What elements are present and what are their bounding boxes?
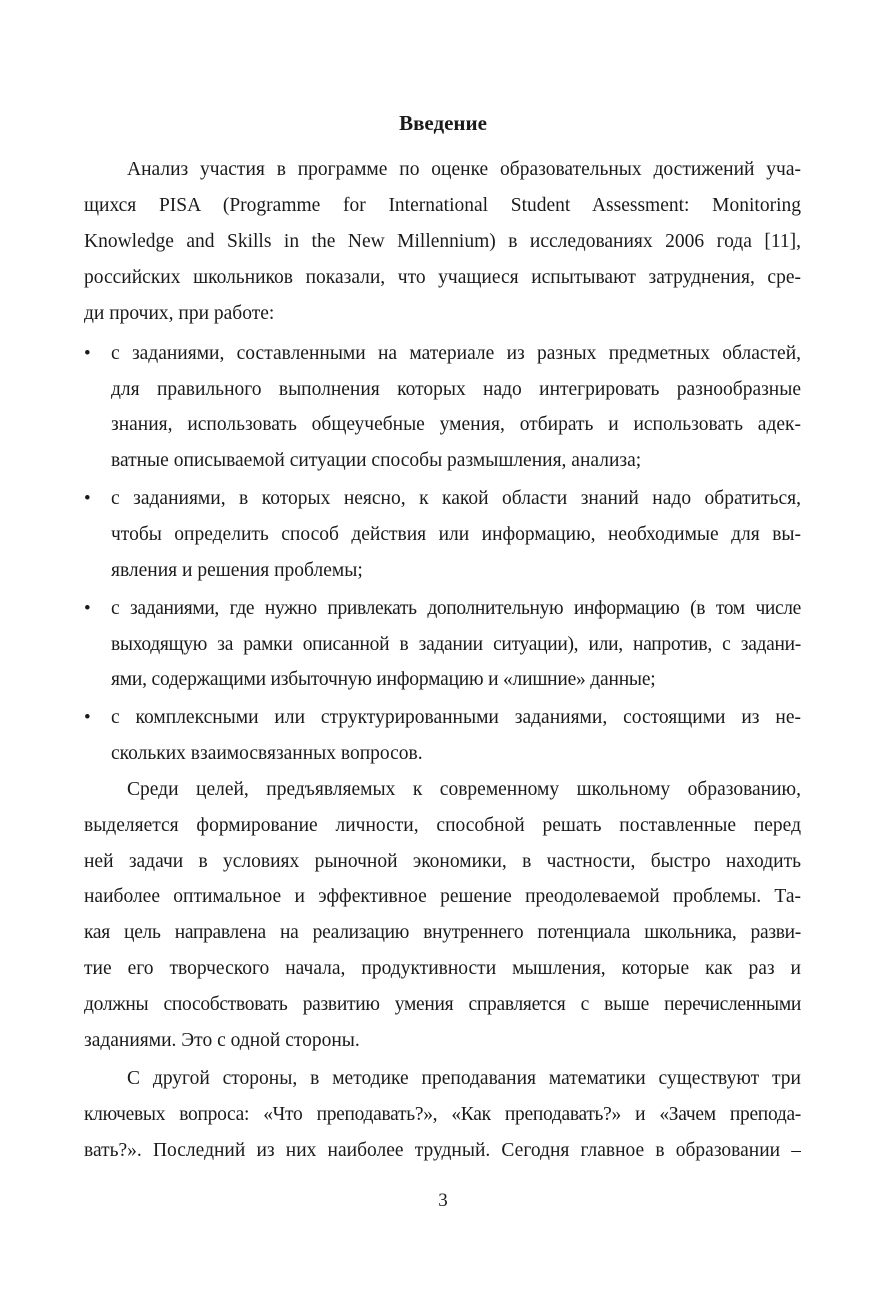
text-line: явления и решения проблемы;: [111, 560, 363, 581]
text-line: ватные описываемой ситуации способы размышления, анализа;: [111, 450, 642, 471]
text-line: ями, содержащими избыточную информацию и «лишние» данные;: [111, 669, 656, 690]
text-line: С другой стороны, в методике преподавания математики существуют три: [127, 1068, 801, 1089]
text-line: наиболее оптимальное и эффективное решение преодолеваемой проблемы. Та-: [84, 886, 801, 907]
page-number: 3: [438, 1190, 448, 1211]
text-line: тие его творческого начала, продуктивности мышления, которые как раз и: [84, 958, 801, 979]
text-line: Knowledge and Skills in the New Millennium) в исследованиях 2006 года [11],: [84, 231, 801, 252]
text-line: заданиями. Это с одной стороны.: [84, 1030, 360, 1051]
text-line: • с заданиями, в которых неясно, к какой области знаний надо обратиться,: [0, 484, 886, 514]
text-line: ней задачи в условиях рыночной экономики, в частности, быстро находить: [84, 851, 801, 872]
text-line: Анализ участия в программе по оценке образовательных достижений уча-: [127, 159, 801, 180]
text-line: ключевых вопроса: «Что преподавать?», «Как преподавать?» и «Зачем препода-: [84, 1104, 801, 1125]
bullet-icon: •: [84, 488, 91, 509]
text-line: • с комплексными или структурированными заданиями, состоящими из не-: [0, 703, 886, 733]
text-line: вать?». Последний из них наиболее трудный. Сегодня главное в образовании –: [84, 1140, 801, 1161]
text-line: выделяется формирование личности, способной решать поставленные перед: [84, 815, 801, 836]
text-line: знания, использовать общеучебные умения, отбирать и использовать адек-: [111, 414, 801, 435]
bullet-icon: •: [84, 707, 91, 728]
text-line: • с заданиями, составленными на материале из разных предметных областей,: [0, 339, 886, 369]
text-line: Среди целей, предъявляемых к современному школьному образованию,: [127, 779, 801, 800]
page-title: Введение: [399, 111, 487, 135]
text-line: щихся PISA (Programme for International Student Assessment: Monitoring: [84, 195, 801, 216]
text-line: ди прочих, при работе:: [84, 303, 275, 324]
text-line: скольких взаимосвязанных вопросов.: [111, 743, 423, 764]
text-line: российских школьников показали, что учащиеся испытывают затруднения, сре-: [84, 267, 801, 288]
text-line: чтобы определить способ действия или информацию, необходимые для вы-: [111, 524, 801, 545]
text-line: должны способствовать развитию умения справляется с выше перечисленными: [84, 994, 801, 1015]
bullet-icon: •: [84, 598, 91, 619]
text-line: кая цель направлена на реализацию внутреннего потенциала школьника, разви-: [84, 922, 801, 943]
bullet-icon: •: [84, 343, 91, 364]
text-line: • с заданиями, где нужно привлекать дополнительную информацию (в том числе: [0, 594, 886, 624]
text-line: выходящую за рамки описанной в задании ситуации), или, напротив, с задани-: [111, 634, 801, 655]
text-line: для правильного выполнения которых надо интегрировать разнообразные: [111, 379, 801, 400]
